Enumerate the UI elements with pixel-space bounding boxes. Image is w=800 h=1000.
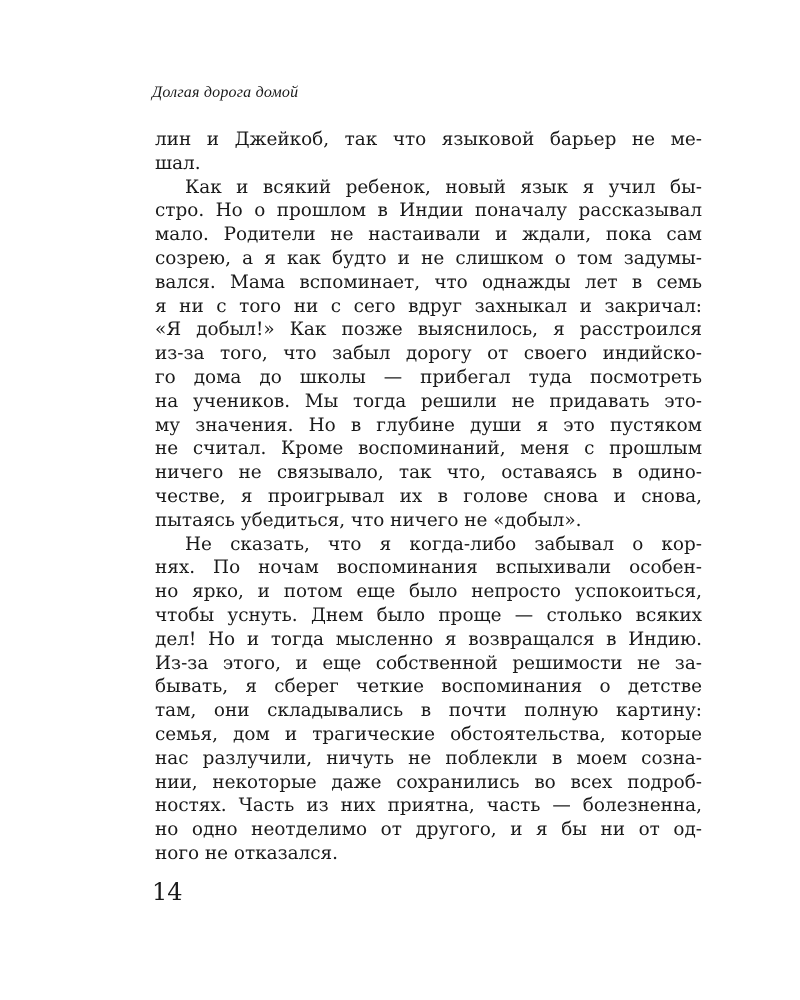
text-line: чтобы уснуть. Днем было проще — столько всяких [155, 604, 702, 626]
text-line: стро. Но о прошлом в Индии поначалу рассказывал [155, 200, 702, 222]
text-line: лин и Джейкоб, так что языковой барьер не ме- [155, 129, 702, 150]
text-line: не считал. Кроме воспоминаний, меня с прошлым [155, 438, 702, 460]
text-line: нях. По ночам воспоминания вспыхивали особен- [155, 557, 702, 579]
text-line: там, они складывались в почти полную картину: [155, 700, 702, 722]
paragraph-start-line: Как и всякий ребенок, новый язык я учил бы- [185, 176, 702, 198]
page-number: 14 [152, 878, 183, 906]
text-line: Из-за этого, и еще собственной решимости не за- [155, 652, 702, 674]
text-line: вался. Мама вспоминает, что однажды лет в семь [155, 271, 702, 293]
text-line: на учеников. Мы тогда решили не придавать это- [155, 390, 702, 412]
text-line: я ни с того ни с сего вдруг захныкал и закричал: [155, 295, 702, 317]
text-line: «Я добыл!» Как позже выяснилось, я расстроился [155, 319, 702, 341]
text-line: му значения. Но в глубине души я это пустяком [155, 414, 702, 436]
text-line: из-за того, что забыл дорогу от своего индийско- [155, 343, 702, 365]
body-text [155, 128, 702, 866]
paragraph-start-line: Не сказать, что я когда-либо забывал о кор- [185, 533, 702, 555]
text-line: ного не отказался. [155, 842, 338, 864]
text-line: но ярко, и потом еще было непросто успокоиться, [155, 581, 702, 603]
text-line: ничего не связывало, так что, оставаясь в одино- [155, 462, 702, 484]
text-line: но одно неотделимо от другого, и я бы ни от од- [155, 819, 702, 841]
text-line: шал. [155, 152, 201, 174]
text-line: бывать, я сберег четкие воспоминания о детстве [155, 676, 702, 698]
text-line: дел! Но и тогда мысленно я возвращался в Индию. [155, 628, 702, 650]
running-header: Долгая дорога домой [152, 84, 299, 101]
text-line: созрею, а я как будто и не слишком о том задумы- [155, 247, 702, 269]
text-line: мало. Родители не настаивали и ждали, пока сам [155, 224, 702, 246]
text-line: честве, я проигрывал их в голове снова и снова, [155, 485, 702, 507]
text-line: пытаясь убедиться, что ничего не «добыл». [155, 509, 582, 531]
text-line: семья, дом и трагические обстоятельства, которые [155, 723, 702, 745]
text-line: го дома до школы — прибегал туда посмотреть [155, 366, 702, 388]
text-line: нии, некоторые даже сохранились во всех подроб- [155, 771, 702, 793]
text-line: нас разлучили, ничуть не поблекли в моем созна- [155, 747, 702, 769]
text-line: ностях. Часть из них приятна, часть — болезненна, [155, 795, 702, 817]
